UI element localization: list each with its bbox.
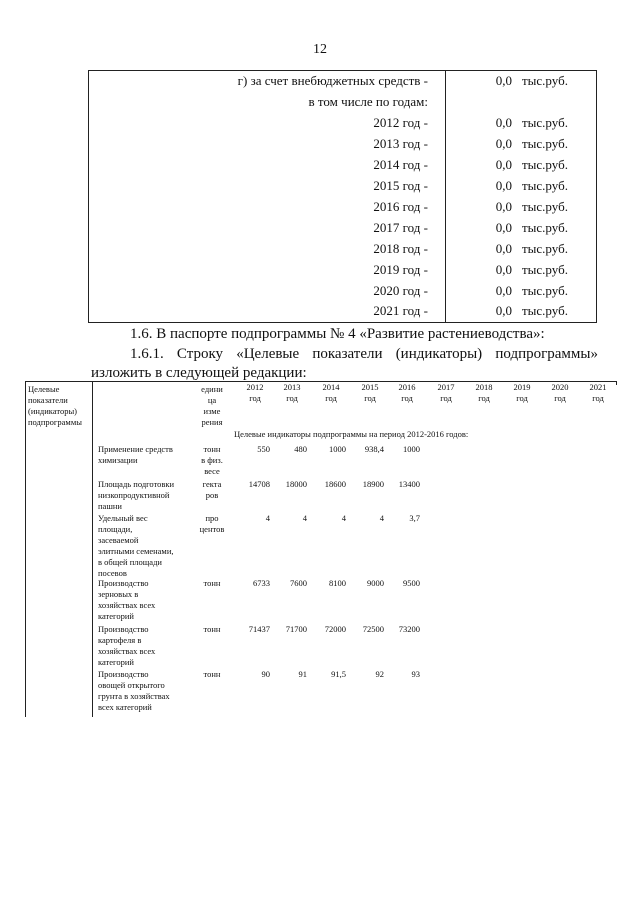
- paragraph-1-6-1: [130, 346, 598, 363]
- indicator-name-line: категорий: [98, 611, 134, 621]
- year-word: год: [325, 393, 337, 403]
- indicator-value: 3,7: [409, 513, 420, 523]
- indicator-value: 4: [379, 513, 384, 523]
- indicator-name: [98, 578, 155, 622]
- indicator-value: 91,5: [331, 669, 346, 679]
- indicator-unit: [199, 578, 225, 589]
- finance-year-label: 2016 год -: [373, 199, 428, 214]
- indicator-value: 18600: [324, 479, 346, 489]
- finance-box-bottom-border: [88, 322, 597, 323]
- year-header: [583, 382, 613, 404]
- finance-year-value: 0,0: [495, 283, 512, 298]
- indicator-value: 8100: [329, 578, 346, 588]
- indicator-name-line: элитными семенами,: [98, 546, 174, 556]
- unit-header-line: ца: [207, 395, 217, 405]
- indicator-name: [98, 513, 174, 579]
- finance-year-label: 2017 год -: [373, 220, 428, 235]
- finance-year-unit: тыс.руб.: [522, 283, 568, 298]
- indicator-value: 72000: [324, 624, 346, 634]
- finance-year-unit: тыс.руб.: [522, 262, 568, 277]
- indicator-value: 18000: [285, 479, 307, 489]
- finance-year-unit: тыс.руб.: [522, 157, 568, 172]
- table-column-divider: [92, 381, 93, 717]
- indicator-name-line: засеваемой: [98, 535, 139, 545]
- finance-year-value: 0,0: [495, 262, 512, 277]
- year-header: [431, 382, 461, 404]
- table-right-border: [616, 381, 617, 385]
- indicator-unit-line: тонн: [203, 578, 221, 588]
- indicator-value: 4: [265, 513, 270, 523]
- finance-year-label: 2013 год -: [373, 136, 428, 151]
- unit-header-line: изме: [203, 406, 221, 416]
- indicator-name-line: Удельный вес: [98, 513, 148, 523]
- year-header: [507, 382, 537, 404]
- paragraph-1-6-1-continued: изложить в следующей редакции:: [91, 365, 307, 381]
- paragraph-1-6: 1.6. В паспорте подпрограммы № 4 «Развитие растениеводства»:: [130, 326, 545, 342]
- indicator-unit-line: тонн: [203, 669, 221, 679]
- finance-year-unit: тыс.руб.: [522, 241, 568, 256]
- indicator-value: 92: [375, 669, 384, 679]
- finance-title-value: 0,0: [495, 73, 512, 88]
- finance-title-unit: тыс.руб.: [522, 73, 568, 88]
- year-number: 2012: [246, 382, 264, 392]
- row-header-line: Целевые: [28, 384, 60, 394]
- paragraph-word: «Целевые: [236, 346, 300, 362]
- indicator-unit-line: центов: [199, 524, 225, 534]
- year-number: 2015: [361, 382, 379, 392]
- finance-year-value: 0,0: [495, 303, 512, 318]
- finance-year-value: 0,0: [495, 136, 512, 151]
- indicator-name-line: пашни: [98, 501, 122, 511]
- indicator-name-line: хозяйствах всех: [98, 600, 156, 610]
- indicator-name-line: всех категорий: [98, 702, 152, 712]
- paragraph-number: 1.6.1.: [130, 346, 164, 362]
- finance-year-unit: тыс.руб.: [522, 303, 568, 318]
- unit-header: [199, 384, 225, 428]
- indicator-unit-line: в физ.: [201, 455, 223, 465]
- year-word: год: [286, 393, 298, 403]
- indicator-value: 71700: [285, 624, 307, 634]
- indicator-value: 14708: [248, 479, 270, 489]
- indicator-unit: [196, 513, 228, 535]
- year-header: [469, 382, 499, 404]
- indicator-name-line: Производство: [98, 578, 149, 588]
- indicator-value: 550: [257, 444, 270, 454]
- indicator-unit-line: ров: [205, 490, 219, 500]
- indicator-value: 6733: [253, 578, 270, 588]
- year-word: год: [516, 393, 528, 403]
- indicator-name-line: Производство: [98, 669, 149, 679]
- finance-box-left-border: [88, 70, 89, 322]
- year-header: [240, 382, 270, 404]
- indicator-value: 91: [298, 669, 307, 679]
- indicator-unit: [199, 444, 225, 477]
- year-header: [392, 382, 422, 404]
- finance-year-label: 2012 год -: [373, 115, 428, 130]
- indicator-name: [98, 479, 174, 512]
- row-header: [28, 384, 82, 428]
- finance-box-top-border: [88, 70, 597, 71]
- finance-year-value: 0,0: [495, 157, 512, 172]
- indicator-value: 4: [302, 513, 307, 523]
- indicator-value: 72500: [362, 624, 384, 634]
- indicator-name-line: низкопродуктивной: [98, 490, 170, 500]
- year-number: 2017: [437, 382, 455, 392]
- indicator-name-line: картофеля в: [98, 635, 142, 645]
- year-number: 2013: [283, 382, 301, 392]
- year-word: год: [554, 393, 566, 403]
- finance-year-label: 2014 год -: [373, 157, 428, 172]
- finance-year-value: 0,0: [495, 199, 512, 214]
- finance-year-value: 0,0: [495, 115, 512, 130]
- paragraph-word: показатели: [312, 346, 383, 362]
- finance-year-unit: тыс.руб.: [522, 136, 568, 151]
- year-header: [355, 382, 385, 404]
- finance-year-unit: тыс.руб.: [522, 220, 568, 235]
- year-word: год: [364, 393, 376, 403]
- indicator-name-line: грунта в хозяйствах: [98, 691, 170, 701]
- indicator-value: 71437: [248, 624, 270, 634]
- indicator-name-line: хозяйствах всех: [98, 646, 156, 656]
- indicator-name-line: категорий: [98, 657, 134, 667]
- finance-year-label: 2019 год -: [373, 262, 428, 277]
- page-number: 12: [313, 42, 327, 57]
- indicator-name-line: овощей открытого: [98, 680, 165, 690]
- indicator-unit: [199, 669, 225, 680]
- indicator-name: [98, 444, 173, 466]
- finance-year-label: 2018 год -: [373, 241, 428, 256]
- indicator-unit: [199, 624, 225, 635]
- year-word: год: [478, 393, 490, 403]
- indicator-value: 93: [411, 669, 420, 679]
- indicator-value: 73200: [398, 624, 420, 634]
- finance-year-value: 0,0: [495, 178, 512, 193]
- year-header: [545, 382, 575, 404]
- finance-year-value: 0,0: [495, 220, 512, 235]
- table-left-border: [25, 381, 26, 717]
- row-header-line: (индикаторы): [28, 406, 77, 416]
- year-word: год: [401, 393, 413, 403]
- year-header: [316, 382, 346, 404]
- finance-year-unit: тыс.руб.: [522, 199, 568, 214]
- period-caption: Целевые индикаторы подпрограммы на период 2012-2016 годов:: [234, 429, 469, 439]
- indicator-unit-line: гекта: [202, 479, 222, 489]
- indicator-value: 1000: [329, 444, 346, 454]
- finance-year-unit: тыс.руб.: [522, 178, 568, 193]
- indicator-value: 9500: [403, 578, 420, 588]
- year-header: [277, 382, 307, 404]
- unit-header-line: едини: [201, 384, 223, 394]
- finance-year-value: 0,0: [495, 241, 512, 256]
- paragraph-word: Строку: [176, 346, 224, 362]
- finance-box-right-border: [596, 70, 597, 322]
- paragraph-word: (индикаторы): [395, 346, 483, 362]
- paragraph-word: подпрограммы»: [495, 346, 598, 362]
- indicator-name-line: посевов: [98, 568, 127, 578]
- indicator-name: [98, 624, 155, 668]
- indicator-name-line: зерновых в: [98, 589, 139, 599]
- year-number: 2020: [551, 382, 569, 392]
- indicator-value: 4: [341, 513, 346, 523]
- year-number: 2018: [475, 382, 493, 392]
- indicator-unit-line: тонн: [203, 624, 221, 634]
- indicator-name-line: Площадь подготовки: [98, 479, 175, 489]
- indicator-unit-line: про: [205, 513, 219, 523]
- indicator-name-line: Применение средств: [98, 444, 173, 454]
- finance-year-label: 2015 год -: [373, 178, 428, 193]
- finance-box-divider: [445, 70, 446, 322]
- indicator-name-line: площади,: [98, 524, 133, 534]
- finance-year-label: 2020 год -: [373, 283, 428, 298]
- indicator-unit-line: тонн: [203, 444, 221, 454]
- finance-subtitle: в том числе по годам:: [308, 94, 428, 109]
- indicator-value: 7600: [290, 578, 307, 588]
- unit-header-line: рения: [201, 417, 223, 427]
- indicator-unit: [199, 479, 225, 501]
- row-header-line: показатели: [28, 395, 68, 405]
- indicator-value: 18900: [362, 479, 384, 489]
- indicator-value: 480: [294, 444, 307, 454]
- row-header-line: подпрограммы: [28, 417, 82, 427]
- year-word: год: [249, 393, 261, 403]
- indicator-unit-line: весе: [204, 466, 220, 476]
- finance-year-unit: тыс.руб.: [522, 115, 568, 130]
- indicator-value: 13400: [398, 479, 420, 489]
- indicator-name-line: в общей площади: [98, 557, 162, 567]
- year-word: год: [592, 393, 604, 403]
- finance-title: г) за счет внебюджетных средств -: [237, 73, 428, 88]
- year-word: год: [440, 393, 452, 403]
- indicator-name-line: химизации: [98, 455, 138, 465]
- indicator-value: 1000: [403, 444, 420, 454]
- indicator-name-line: Производство: [98, 624, 149, 634]
- indicator-value: 9000: [367, 578, 384, 588]
- year-number: 2019: [513, 382, 531, 392]
- indicator-value: 90: [261, 669, 270, 679]
- finance-year-label: 2021 год -: [373, 303, 428, 318]
- year-number: 2014: [322, 382, 340, 392]
- indicator-value: 938,4: [364, 444, 384, 454]
- indicator-name: [98, 669, 170, 713]
- year-number: 2016: [398, 382, 416, 392]
- year-number: 2021: [589, 382, 607, 392]
